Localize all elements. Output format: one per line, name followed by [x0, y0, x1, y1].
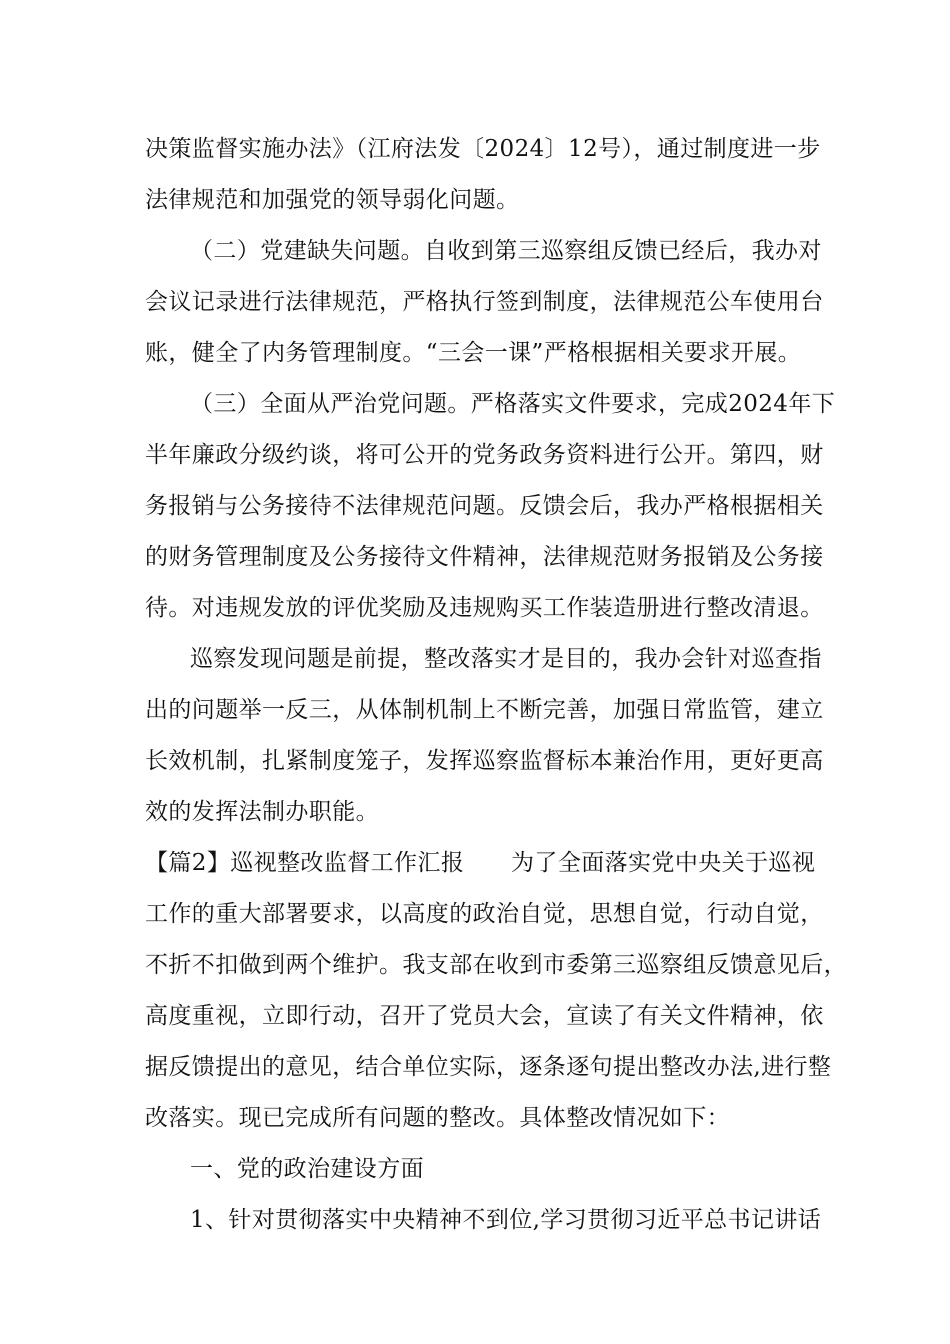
paragraph-start-line: 1、针对贯彻落实中央精神不到位,学习贯彻习近平总书记讲话: [190, 1207, 822, 1233]
text-line: 法律规范和加强党的领导弱化问题。: [145, 187, 520, 213]
text-line: 的财务管理制度及公务接待文件精神，法律规范财务报销及公务接: [145, 544, 824, 570]
text-line: 出的问题举一反三，从体制机制上不断完善，加强日常监管，建立: [145, 697, 824, 723]
text-line: 决策监督实施办法》（江府法发〔2024〕12号），通过制度进一步: [145, 136, 821, 162]
text-line: 不折不扣做到两个维护。我支部在收到市委第三巡察组反馈意见后，: [145, 952, 847, 978]
text-line: 改落实。现已完成所有问题的整改。具体整改情况如下：: [145, 1105, 730, 1131]
text-line: 务报销与公务接待不法律规范问题。反馈会后，我办严格根据相关: [145, 493, 824, 519]
paragraph-start-line: （三）全面从严治党问题。严格落实文件要求，完成2024年下: [190, 391, 836, 417]
text-line: 账，健全了内务管理制度。“三会一课”严格根据相关要求开展。: [145, 340, 802, 366]
text-line: 效的发挥法制办职能。: [145, 799, 379, 825]
text-line: 据反馈提出的意见，结合单位实际，逐条逐句提出整改办法,进行整: [145, 1054, 832, 1080]
paragraph-start-line: （二）党建缺失问题。自收到第三巡察组反馈已经后，我办对: [190, 238, 822, 264]
text-line: 待。对违规发放的评优奖励及违规购买工作装造册进行整改清退。: [145, 595, 824, 621]
subsection-heading-line: 一、党的政治建设方面: [190, 1156, 424, 1182]
text-line: 半年廉政分级约谈，将可公开的党务政务资料进行公开。第四，财: [145, 442, 824, 468]
paragraph-start-line: 巡察发现问题是前提，整改落实才是目的，我办会针对巡查指: [190, 646, 822, 672]
section-heading-line: 【篇2】巡视整改监督工作汇报 为了全面落实党中央关于巡视: [145, 850, 816, 876]
text-line: 工作的重大部署要求，以高度的政治自觉，思想自觉，行动自觉，: [145, 901, 824, 927]
text-line: 高度重视，立即行动，召开了党员大会，宣读了有关文件精神，依: [145, 1003, 824, 1029]
text-line: 会议记录进行法律规范，严格执行签到制度，法律规范公车使用台: [145, 289, 824, 315]
text-line: 长效机制，扎紧制度笼子，发挥巡察监督标本兼治作用，更好更高: [145, 748, 824, 774]
